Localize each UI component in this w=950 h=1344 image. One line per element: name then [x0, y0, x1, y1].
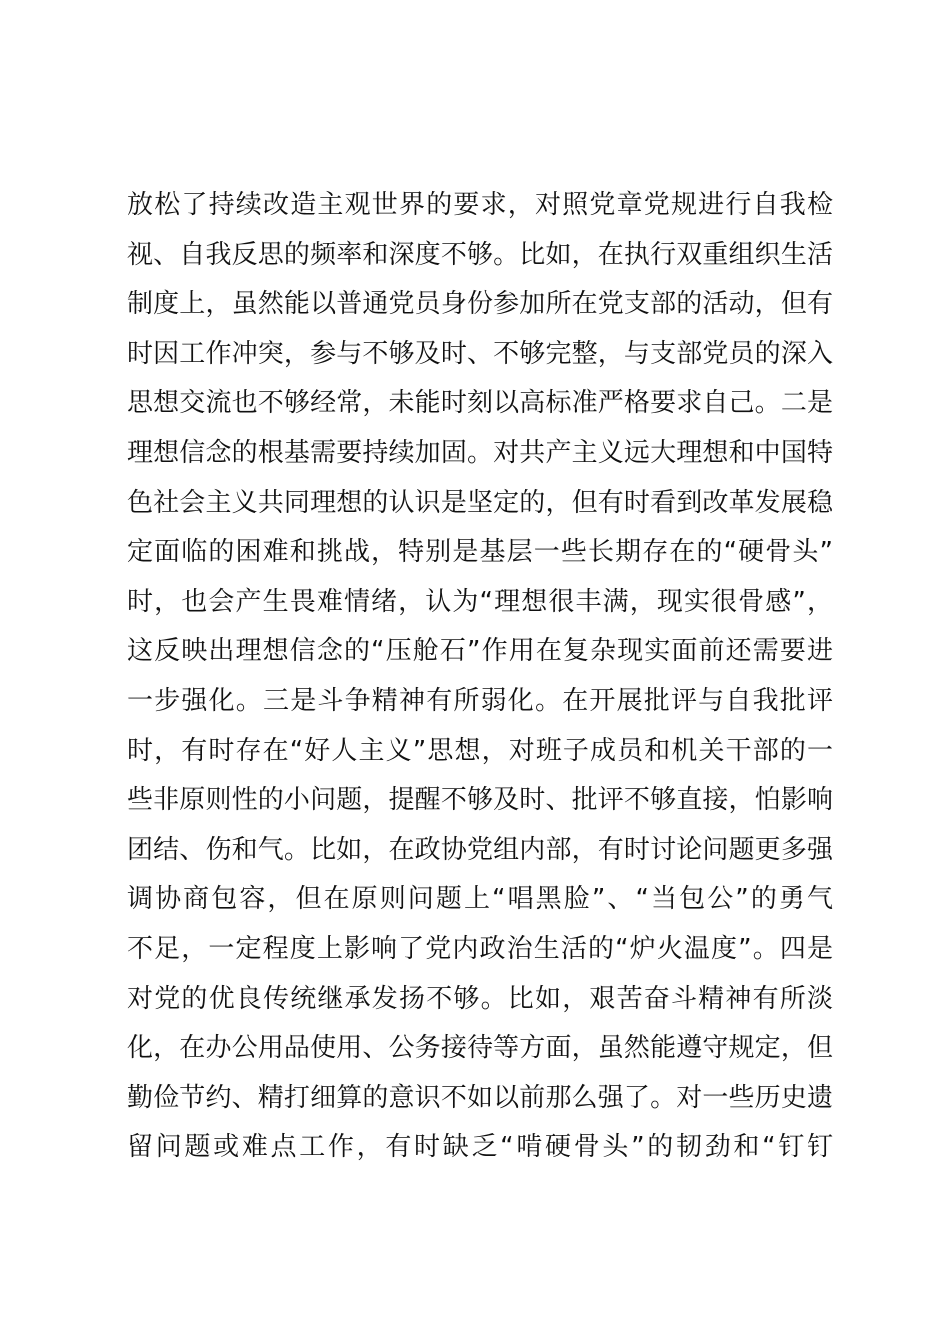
text-line: 时，有时存在“好人主义”思想，对班子成员和机关干部的一	[127, 735, 833, 766]
text-line: 色社会主义共同理想的认识是坚定的，但有时看到改革发展稳	[127, 487, 833, 518]
text-line: 视、自我反思的频率和深度不够。比如，在执行双重组织生活	[127, 239, 833, 270]
text-line: 不足，一定程度上影响了党内政治生活的“炉火温度”。四是	[127, 933, 833, 964]
text-line: 留问题或难点工作，有时缺乏“啃硬骨头”的韧劲和“钉钉	[127, 1132, 833, 1163]
text-line: 化，在办公用品使用、公务接待等方面，虽然能遵守规定，但	[127, 1033, 833, 1064]
text-line: 时因工作冲突，参与不够及时、不够完整，与支部党员的深入	[127, 338, 833, 369]
body-paragraph	[127, 181, 833, 1173]
text-line: 制度上，虽然能以普通党员身份参加所在党支部的活动，但有	[127, 289, 833, 320]
text-line: 这反映出理想信念的“压舱石”作用在复杂现实面前还需要进	[127, 636, 833, 667]
text-line: 调协商包容，但在原则问题上“唱黑脸”、“当包公”的勇气	[127, 884, 833, 915]
text-line: 团结、伤和气。比如，在政协党组内部，有时讨论问题更多强	[127, 834, 833, 865]
text-line: 对党的优良传统继承发扬不够。比如，艰苦奋斗精神有所淡	[127, 983, 833, 1014]
text-line: 定面临的困难和挑战，特别是基层一些长期存在的“硬骨头”	[127, 537, 833, 568]
text-line: 放松了持续改造主观世界的要求，对照党章党规进行自我检	[127, 190, 833, 220]
text-line: 理想信念的根基需要持续加固。对共产主义远大理想和中国特	[127, 437, 833, 468]
text-line: 一步强化。三是斗争精神有所弱化。在开展批评与自我批评	[127, 685, 833, 716]
text-line: 时，也会产生畏难情绪，认为“理想很丰满，现实很骨感”，	[127, 586, 833, 617]
text-line: 思想交流也不够经常，未能时刻以高标准严格要求自己。二是	[127, 388, 833, 419]
text-line: 勤俭节约、精打细算的意识不如以前那么强了。对一些历史遗	[127, 1082, 833, 1113]
text-line: 些非原则性的小问题，提醒不够及时、批评不够直接，怕影响	[127, 785, 833, 816]
